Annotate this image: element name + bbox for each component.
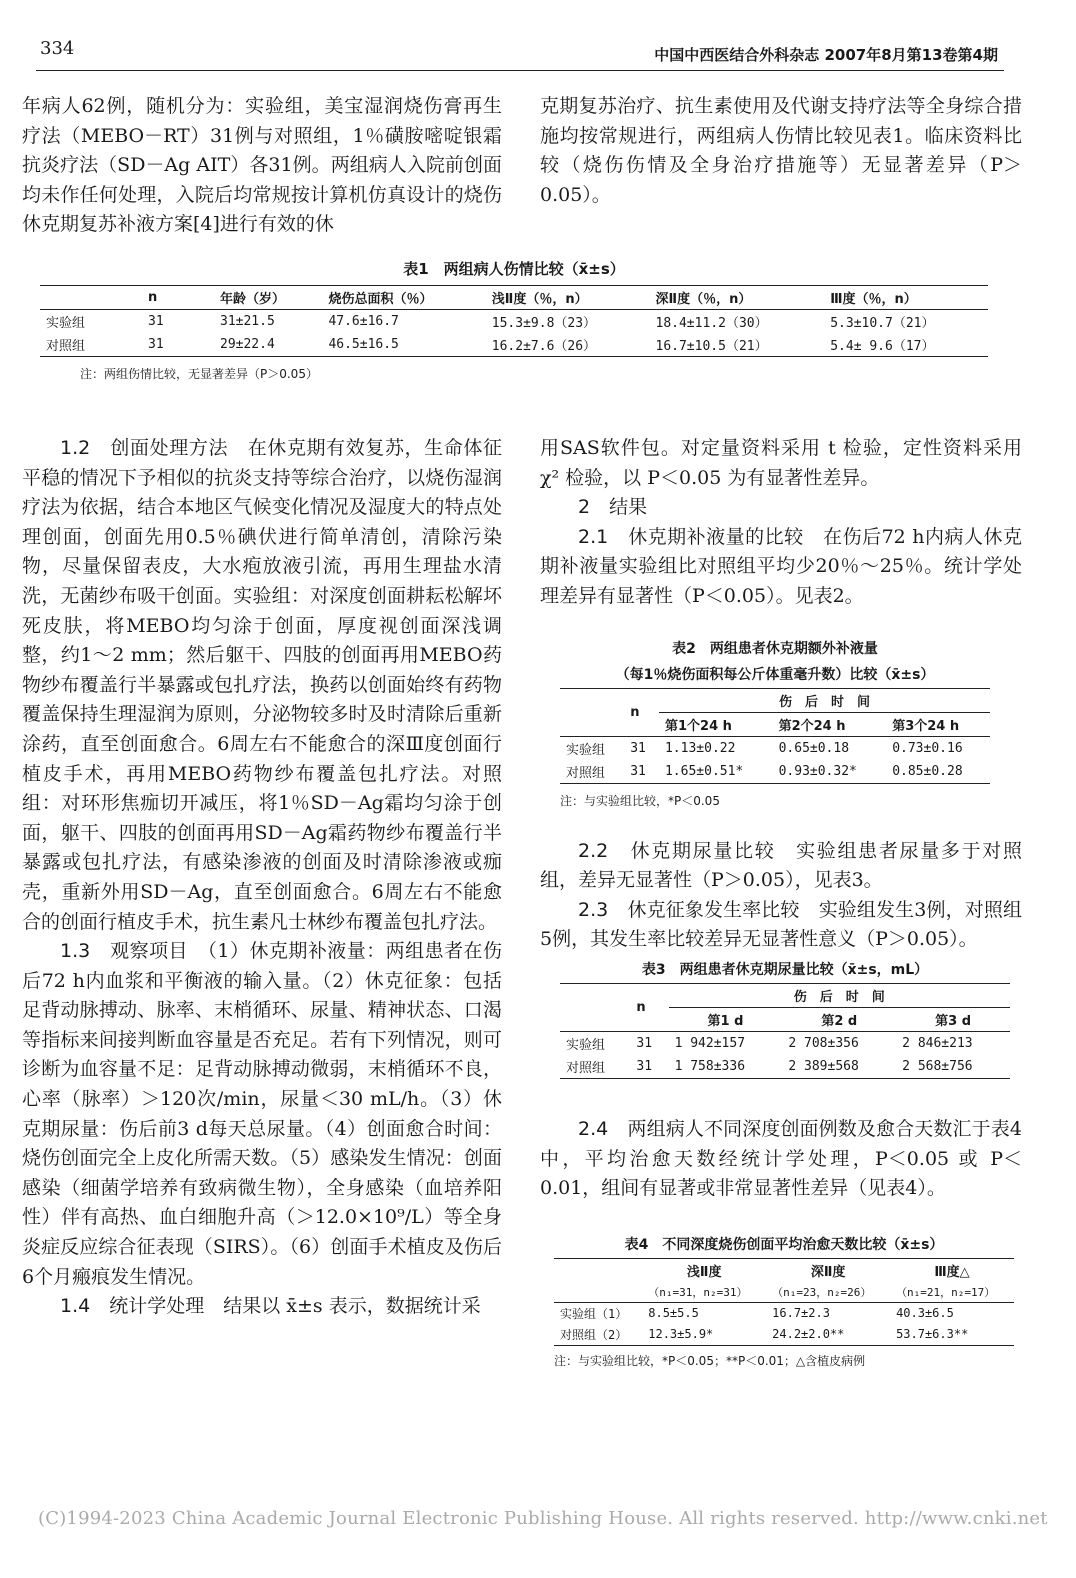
table1-col-5: 深Ⅱ度（％，n） <box>655 292 752 307</box>
top-left-column <box>22 92 502 240</box>
table2-group-header: 伤 后 时 间 <box>659 688 990 712</box>
section-1-4 <box>22 1292 502 1322</box>
section-1-3-body: （1）休克期补液量：两组患者在伤后72 h内血浆和平衡液的输入量。（2）休克征象：包括足背动脉搏动、脉率、末梢循环、尿量、精神状态、口渴等指标来间接判断血容量是否充足。若有下列情况，则可诊断为血容量不足：足背动脉搏动微弱，末梢循环不良，心率（脉率）＞120次/min，尿量＜30 mL/h。（3）休克期尿量：伤后前3 d每天总尿量。（4）创面愈合时间：烧伤创面完全上皮化所需天数。（5）感染发生情况：创面感染（细菌学培养有致病微生物），全身感染（血培养阳性）伴有高热、血白细胞升高（＞12.0×10⁹/L）等全身炎症反应综合征表现（SIRS）。（6）创面手术植皮及伤后6个月瘢痕发生情况。 <box>22 940 502 1288</box>
table-row <box>560 736 990 760</box>
table1-col-4: 浅Ⅱ度（％，n） <box>491 292 588 307</box>
table-cell: 24.2±2.0** <box>772 1327 845 1342</box>
table4-col-2: 深Ⅱ度 <box>810 1264 846 1280</box>
table-cell: 31 <box>636 1058 653 1074</box>
section-2-4-title: 2.4 <box>578 1117 609 1140</box>
table-cell: 47.6±16.7 <box>328 314 399 329</box>
section-2-1-title: 2.1 休克期补液量的比较 <box>578 525 804 548</box>
table3-n-header: n <box>636 999 646 1015</box>
table-cell: 31 <box>630 763 646 779</box>
table-cell: 实验组 <box>566 1037 606 1053</box>
table-cell: 对照组 <box>46 339 86 354</box>
table-cell: 31 <box>148 337 164 352</box>
table-cell: 5.3±10.7（21） <box>830 316 935 331</box>
table-cell: 0.73±0.16 <box>892 740 963 756</box>
stats-text: 用SAS软件包。对定量资料采用 t 检验，定性资料采用 χ² 检验，以 P＜0.05 为有显著性差异。 <box>540 437 1022 489</box>
table2-grid <box>560 688 990 784</box>
table-cell: 2 708±356 <box>788 1035 859 1051</box>
table4-col-0 <box>554 1258 642 1282</box>
section-1-2-title: 1.2 创面处理方法 <box>60 437 229 459</box>
table3-corner-2 <box>560 1007 630 1031</box>
table-cell: 2 389±568 <box>788 1058 859 1074</box>
table4-col-1: 浅Ⅱ度 <box>686 1264 722 1280</box>
table-cell: 12.3±5.9* <box>648 1327 714 1342</box>
table-row <box>560 1031 1010 1055</box>
left-column <box>22 434 502 1322</box>
table4 <box>554 1234 1014 1369</box>
table3-col-1: 第1 d <box>707 1013 744 1029</box>
table1-header-row <box>40 286 988 310</box>
section-2-1-body: 在伤后72 h内病人休克期补液量实验组比对照组平均少20％～25％。统计学处理差异有显著性（P＜0.05）。见表2。 <box>540 525 1022 607</box>
table2-col-2: 第2个24 h <box>778 718 846 734</box>
table1-col-6: Ⅲ度（％，n） <box>830 292 917 307</box>
table-cell: 5.4± 9.6（17） <box>830 339 935 354</box>
header-rule <box>36 70 1004 71</box>
table-row <box>560 760 990 784</box>
table-cell: 1 942±157 <box>674 1035 746 1051</box>
table-cell: 40.3±6.5 <box>896 1306 954 1321</box>
table-cell: 8.5±5.5 <box>648 1306 699 1321</box>
table-row <box>560 1055 1010 1079</box>
table2-col-1: 第1个24 h <box>664 718 732 734</box>
section-2-3 <box>540 896 1022 955</box>
right-column <box>540 434 1022 1369</box>
table-cell: 0.85±0.28 <box>892 763 963 779</box>
table-cell: 31 <box>630 740 646 756</box>
table3-caption: 表3 两组患者休克期尿量比较（x̄±s，mL） <box>641 961 929 978</box>
table-cell: 实验组 <box>566 742 606 758</box>
table2-col-3: 第3个24 h <box>892 718 960 734</box>
table-row <box>40 333 988 357</box>
table-row <box>554 1324 1014 1346</box>
section-2-3-title: 2.3 休克征象发生率比较 <box>578 898 800 921</box>
page-number: 334 <box>40 38 75 59</box>
table-cell: 16.7±10.5（21） <box>655 339 768 354</box>
table-row <box>40 310 988 334</box>
table1-col-3: 烧伤总面积（％） <box>328 292 433 307</box>
section-2-4 <box>540 1115 1022 1204</box>
table-cell: 53.7±6.3** <box>896 1327 969 1342</box>
intro-text-left: 年病人62例，随机分为：实验组，美宝湿润烧伤膏再生疗法（MEBO－RT）31例与对照组，1％磺胺嘧啶银霜抗炎疗法（SD－Ag AIT）各31例。两组病人入院前创面均未作任何处理，入院后均常规按计算机仿真设计的烧伤休克期复苏补液方案[4]进行有效的休 <box>22 95 502 236</box>
table2-corner-2 <box>560 712 624 736</box>
table2-note: 注：与实验组比较，*P＜0.05 <box>560 793 720 808</box>
table-cell: 16.2±7.6（26） <box>491 339 597 354</box>
table1 <box>40 258 988 382</box>
table-cell: 对照组 <box>566 765 606 781</box>
top-right-column <box>540 92 1022 210</box>
table4-grid <box>554 1258 1014 1346</box>
section-2-title: 2 结果 <box>578 496 648 519</box>
table2 <box>560 638 990 809</box>
table-row <box>554 1302 1014 1324</box>
section-1-2-body: 在休克期有效复苏，生命体征平稳的情况下予相似的抗炎支持等综合治疗，以烧伤湿润疗法为依据，结合本地区气候变化情况及湿度大的特点处理创面，创面先用0.5％碘伏进行简单清创，清除污染物，尽量保留表皮，大水疱放液引流，再用生理盐水清洗，无菌纱布吸干创面。实验组：对深度创面耕耘松解坏死皮肤，将MEBO均匀涂于创面，厚度视创面深浅调整，约1～2 mm；然后躯干、四肢的创面再用MEBO药物纱布覆盖行半暴露或包扎疗法，换药以创面始终有药物覆盖保持生理湿润为原则，分泌物较多时及时清除后重新涂药，直至创面愈合。6周左右不能愈合的深Ⅲ度创面行植皮手术，再用MEBO药物纱布覆盖包扎疗法。对照组：对环形焦痂切开减压，将1％SD－Ag霜均匀涂于创面，躯干、四肢的创面再用SD－Ag霜药物纱布覆盖行半暴露或包扎疗法，有感染渗液的创面及时清除渗液或痂壳，重新外用SD－Ag，直至创面愈合。6周左右不能愈合的创面行植皮手术，抗生素凡士林纱布覆盖包扎疗法。 <box>22 437 502 933</box>
table1-caption: 表1 两组病人伤情比较（x̄±s） <box>403 260 625 278</box>
section-2-1 <box>540 523 1022 612</box>
table-cell: 31 <box>636 1035 653 1051</box>
table4-caption: 表4 不同深度烧伤创面平均治愈天数比较（x̄±s） <box>624 1236 944 1253</box>
table1-col-1: n <box>148 290 158 305</box>
section-1-3-title: 1.3 观察项目 <box>60 940 188 963</box>
table4-sub-3: （n₁=21，n₂=17） <box>896 1285 996 1299</box>
table-cell: 1.65±0.51* <box>664 763 744 779</box>
table4-sub-2: （n₁=23，n₂=26） <box>772 1285 872 1299</box>
table1-col-2: 年龄（岁） <box>220 292 286 307</box>
table-cell: 1 758±336 <box>674 1058 746 1074</box>
table-cell: 实验组 <box>46 316 86 331</box>
table4-sub-0 <box>554 1282 642 1303</box>
table-cell: 2 846±213 <box>902 1035 973 1051</box>
table-cell: 46.5±16.5 <box>328 337 399 352</box>
table-cell: 15.3±9.8（23） <box>491 316 597 331</box>
table-cell: 1.13±0.22 <box>664 740 736 756</box>
section-2-2-body: 实验组患者尿量多于对照组，差异无显著性（P＞0.05），见表3。 <box>540 839 1022 892</box>
section-1-4-title: 1.4 统计学处理 <box>60 1295 205 1318</box>
table-cell: 对照组 <box>566 1060 606 1076</box>
table-cell: 对照组（2） <box>560 1327 628 1342</box>
section-1-3 <box>22 937 502 1292</box>
table1-note: 注：两组伤情比较，无显著差异（P＞0.05） <box>80 367 318 381</box>
table1-grid <box>40 285 988 357</box>
table4-note: 注：与实验组比较，*P＜0.05；**P＜0.01；△含植皮病例 <box>554 1353 866 1368</box>
section-1-4-body: 结果以 x̄±s 表示，数据统计采 <box>223 1295 481 1318</box>
table-cell: 31±21.5 <box>220 314 275 329</box>
table3-col-2: 第2 d <box>821 1013 858 1029</box>
table-cell: 2 568±756 <box>902 1058 973 1074</box>
intro-text-right: 克期复苏治疗、抗生素使用及代谢支持疗法等全身综合措施均按常规进行，两组病人伤情比较见表1。临床资料比较（烧伤伤情及全身治疗措施等）无显著差异（P＞0.05）。 <box>540 95 1022 206</box>
copyright-footer: (C)1994-2023 China Academic Journal Electronic Publishing House. All rights reserved. http://www.cnki.net <box>38 1508 1048 1529</box>
table-cell: 0.65±0.18 <box>778 740 850 756</box>
table1-col-0 <box>40 286 142 310</box>
table-cell: 31 <box>148 314 164 329</box>
table-cell: 实验组（1） <box>560 1306 628 1321</box>
table3-grid <box>560 983 1010 1079</box>
section-2-2 <box>540 837 1022 896</box>
table2-caption-2: （每1％烧伤面积每公斤体重毫升数）比较（x̄±s） <box>615 666 935 683</box>
table2-n-header: n <box>630 704 640 720</box>
table-cell: 0.93±0.32* <box>778 763 857 779</box>
table3 <box>560 959 1010 1079</box>
section-1-2 <box>22 434 502 937</box>
table3-corner <box>560 983 630 1007</box>
journal-header: 中国中西医结合外科杂志 2007年8月第13卷第4期 <box>654 46 998 64</box>
table3-col-3: 第3 d <box>935 1013 972 1029</box>
table2-corner <box>560 688 624 712</box>
table4-sub-1: （n₁=31，n₂=31） <box>648 1285 748 1299</box>
section-2-3-body: 实验组发生3例，对照组5例，其发生率比较差异无显著性意义（P＞0.05）。 <box>540 898 1022 951</box>
table2-caption-1: 表2 两组患者休克期额外补液量 <box>672 640 878 657</box>
table-cell: 29±22.4 <box>220 337 275 352</box>
table-cell: 18.4±11.2（30） <box>655 316 768 331</box>
table3-group-header: 伤 后 时 间 <box>669 983 1010 1007</box>
section-2-2-title: 2.2 休克期尿量比较 <box>578 839 776 862</box>
table4-col-3: Ⅲ度△ <box>934 1264 970 1280</box>
table-cell: 16.7±2.3 <box>772 1306 830 1321</box>
section-2-4-body: 两组病人不同深度创面例数及愈合天数汇于表4中，平均治愈天数经统计学处理，P＜0.05 或 P＜0.01，组间有显著或非常显著性差异（见表4）。 <box>540 1117 1022 1200</box>
